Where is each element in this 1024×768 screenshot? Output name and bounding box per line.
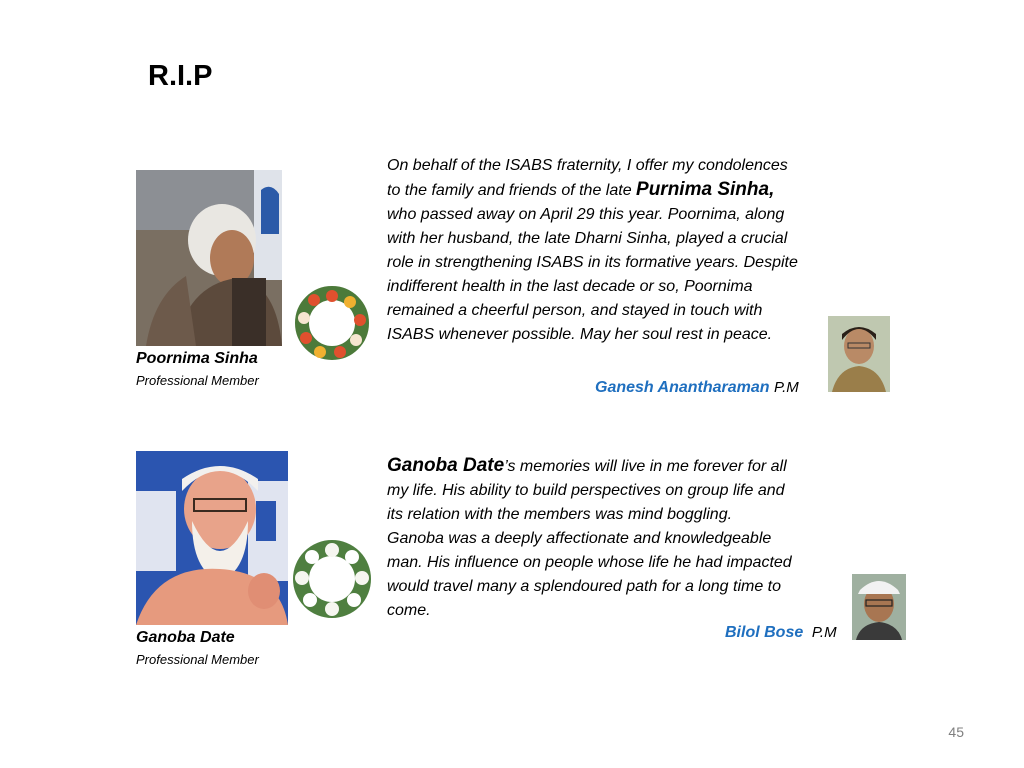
portrait-poornima-sinha <box>136 170 282 346</box>
portrait-ganoba-date <box>136 451 288 625</box>
message-line: Ganoba Date’s memories will live in me forever for all <box>387 455 787 476</box>
message-line: its relation with the members was mind boggling. <box>387 506 733 523</box>
message-line: man. His influence on people whose life he had impacted <box>387 554 792 571</box>
member-role: Professional Member <box>136 652 259 667</box>
message-line: indifferent health in the last decade or so, Poornima <box>387 278 753 295</box>
condolence-message <box>387 154 798 347</box>
message-line: role in strengthening ISABS in its formative years. Despite <box>387 254 798 271</box>
flower-wreath-icon <box>290 536 374 622</box>
signature-suffix: P.M <box>774 379 799 396</box>
signature-name: Bilol Bose <box>725 624 804 641</box>
message-line: Ganoba was a deeply affectionate and knowledgeable <box>387 530 772 547</box>
member-name: Poornima Sinha <box>136 350 258 367</box>
signature <box>595 379 799 397</box>
message-line: come. <box>387 602 431 619</box>
message-line: with her husband, the late Dharni Sinha, played a crucial <box>387 230 788 247</box>
member-name: Ganoba Date <box>136 629 235 646</box>
message-line: my life. His ability to build perspectives on group life and <box>387 482 785 499</box>
highlighted-name: Purnima Sinha <box>636 179 770 200</box>
page-number: 45 <box>948 724 964 740</box>
member-role: Professional Member <box>136 373 259 388</box>
author-photo <box>852 574 906 640</box>
signature-suffix: P.M <box>807 624 837 641</box>
message-line: ISABS whenever possible. May her soul rest in peace. <box>387 326 773 343</box>
message-line: On behalf of the ISABS fraternity, I offer my condolences <box>387 157 788 174</box>
flower-wreath-icon <box>292 282 372 364</box>
condolence-message <box>387 454 792 623</box>
highlighted-name: Ganoba Date <box>387 455 505 476</box>
message-line: would travel many a splendoured path for a long time to <box>387 578 782 595</box>
signature-name: Ganesh Anantharaman <box>595 379 770 396</box>
slide-title: R.I.P <box>148 60 213 92</box>
signature <box>725 624 837 642</box>
message-line: who passed away on April 29 this year. Poornima, along <box>387 206 785 223</box>
message-line: to the family and friends of the late Purnima Sinha, <box>387 179 775 200</box>
message-line: remained a cheerful person, and stayed in touch with <box>387 302 763 319</box>
author-photo <box>828 316 890 392</box>
